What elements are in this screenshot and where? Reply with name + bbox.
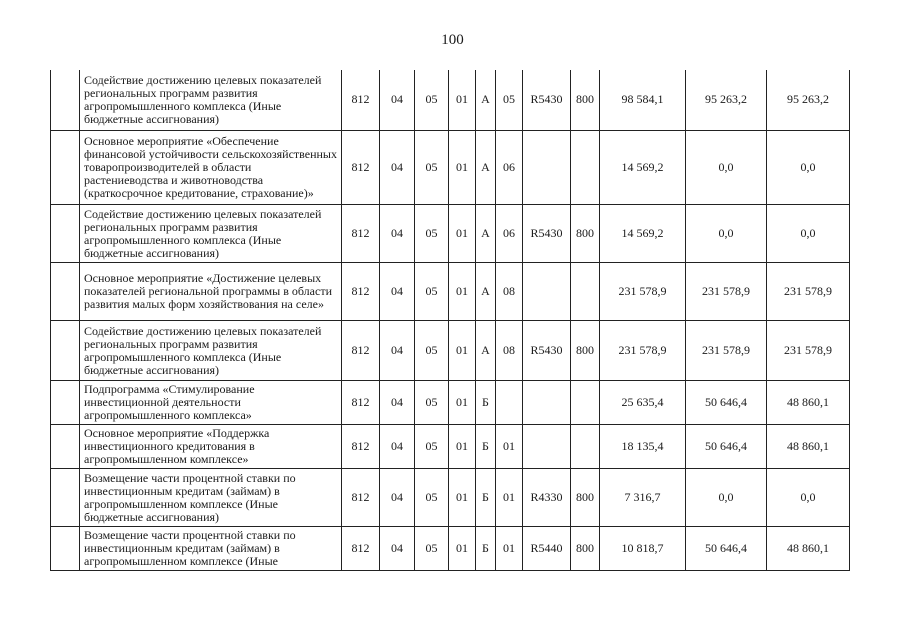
code-cell-c8: 800 — [571, 468, 600, 526]
row-index-cell — [51, 204, 80, 262]
amount-cell-v3: 0,0 — [767, 130, 850, 204]
code-cell-c6: 01 — [496, 468, 523, 526]
table-row — [51, 526, 850, 570]
code-cell-c7 — [523, 424, 571, 468]
code-cell-c5: А — [476, 70, 496, 130]
code-cell-c8 — [571, 424, 600, 468]
code-cell-c1: 812 — [342, 204, 380, 262]
row-name-cell: Содействие достижению целевых показателей региональных программ развития агропромышленного комплекса (Иные бюджетные ассигнования) — [80, 204, 342, 262]
amount-cell-v2: 50 646,4 — [686, 380, 767, 424]
amount-cell-v2: 50 646,4 — [686, 526, 767, 570]
budget-table — [50, 70, 850, 571]
code-cell-c2: 04 — [380, 320, 415, 380]
code-cell-c4: 01 — [449, 424, 476, 468]
code-cell-c6: 08 — [496, 320, 523, 380]
amount-cell-v1: 231 578,9 — [600, 320, 686, 380]
code-cell-c6: 06 — [496, 204, 523, 262]
table-row — [51, 380, 850, 424]
code-cell-c7: R5430 — [523, 204, 571, 262]
amount-cell-v3: 0,0 — [767, 204, 850, 262]
amount-cell-v1: 7 316,7 — [600, 468, 686, 526]
table-row — [51, 320, 850, 380]
code-cell-c8: 800 — [571, 70, 600, 130]
code-cell-c5: А — [476, 320, 496, 380]
code-cell-c4: 01 — [449, 526, 476, 570]
table-row — [51, 70, 850, 130]
amount-cell-v2: 0,0 — [686, 204, 767, 262]
code-cell-c3: 05 — [415, 468, 449, 526]
amount-cell-v2: 231 578,9 — [686, 320, 767, 380]
code-cell-c3: 05 — [415, 526, 449, 570]
row-index-cell — [51, 424, 80, 468]
code-cell-c7: R4330 — [523, 468, 571, 526]
code-cell-c3: 05 — [415, 320, 449, 380]
code-cell-c3: 05 — [415, 380, 449, 424]
code-cell-c1: 812 — [342, 424, 380, 468]
row-name-cell: Основное мероприятие «Достижение целевых показателей региональной программы в области развития малых форм хозяйствования на селе» — [80, 262, 342, 320]
code-cell-c6: 01 — [496, 424, 523, 468]
code-cell-c2: 04 — [380, 424, 415, 468]
code-cell-c6: 06 — [496, 130, 523, 204]
code-cell-c2: 04 — [380, 204, 415, 262]
row-index-cell — [51, 320, 80, 380]
code-cell-c5: А — [476, 262, 496, 320]
row-name-cell: Возмещение части процентной ставки по инвестиционным кредитам (займам) в агропромышленном комплексе (Иные бюджетные ассигнования) — [80, 468, 342, 526]
amount-cell-v1: 14 569,2 — [600, 204, 686, 262]
code-cell-c7 — [523, 380, 571, 424]
code-cell-c4: 01 — [449, 320, 476, 380]
amount-cell-v3: 48 860,1 — [767, 380, 850, 424]
code-cell-c5: Б — [476, 468, 496, 526]
amount-cell-v2: 0,0 — [686, 130, 767, 204]
table-row — [51, 424, 850, 468]
row-index-cell — [51, 468, 80, 526]
code-cell-c8 — [571, 380, 600, 424]
code-cell-c3: 05 — [415, 204, 449, 262]
table-row — [51, 130, 850, 204]
code-cell-c8 — [571, 130, 600, 204]
row-name-cell: Основное мероприятие «Обеспечение финансовой устойчивости сельскохозяйственных товаропроизводителей в области растениеводства и животноводства (краткосрочное кредитование, страхование)» — [80, 130, 342, 204]
amount-cell-v1: 98 584,1 — [600, 70, 686, 130]
code-cell-c7 — [523, 262, 571, 320]
amount-cell-v3: 95 263,2 — [767, 70, 850, 130]
code-cell-c6: 01 — [496, 526, 523, 570]
code-cell-c6: 05 — [496, 70, 523, 130]
code-cell-c5: Б — [476, 380, 496, 424]
amount-cell-v2: 231 578,9 — [686, 262, 767, 320]
amount-cell-v2: 0,0 — [686, 468, 767, 526]
amount-cell-v3: 0,0 — [767, 468, 850, 526]
amount-cell-v3: 48 860,1 — [767, 526, 850, 570]
code-cell-c8: 800 — [571, 526, 600, 570]
code-cell-c6: 08 — [496, 262, 523, 320]
code-cell-c4: 01 — [449, 130, 476, 204]
row-index-cell — [51, 380, 80, 424]
code-cell-c7 — [523, 130, 571, 204]
page-number: 100 — [441, 32, 464, 48]
row-name-cell: Содействие достижению целевых показателей региональных программ развития агропромышленного комплекса (Иные бюджетные ассигнования) — [80, 320, 342, 380]
code-cell-c1: 812 — [342, 70, 380, 130]
code-cell-c6 — [496, 380, 523, 424]
table-row — [51, 204, 850, 262]
code-cell-c1: 812 — [342, 262, 380, 320]
row-index-cell — [51, 130, 80, 204]
code-cell-c3: 05 — [415, 262, 449, 320]
amount-cell-v2: 95 263,2 — [686, 70, 767, 130]
code-cell-c4: 01 — [449, 204, 476, 262]
amount-cell-v3: 231 578,9 — [767, 262, 850, 320]
code-cell-c3: 05 — [415, 70, 449, 130]
code-cell-c7: R5430 — [523, 70, 571, 130]
code-cell-c2: 04 — [380, 468, 415, 526]
amount-cell-v1: 14 569,2 — [600, 130, 686, 204]
code-cell-c4: 01 — [449, 70, 476, 130]
code-cell-c3: 05 — [415, 424, 449, 468]
row-index-cell — [51, 526, 80, 570]
code-cell-c2: 04 — [380, 380, 415, 424]
row-name-cell: Содействие достижению целевых показателей региональных программ развития агропромышленного комплекса (Иные бюджетные ассигнования) — [80, 70, 342, 130]
code-cell-c7: R5440 — [523, 526, 571, 570]
code-cell-c2: 04 — [380, 130, 415, 204]
row-name-cell: Основное мероприятие «Поддержка инвестиционного кредитования в агропромышленном комплексе» — [80, 424, 342, 468]
table-row — [51, 468, 850, 526]
code-cell-c1: 812 — [342, 526, 380, 570]
code-cell-c7: R5430 — [523, 320, 571, 380]
code-cell-c5: А — [476, 204, 496, 262]
code-cell-c2: 04 — [380, 526, 415, 570]
amount-cell-v2: 50 646,4 — [686, 424, 767, 468]
code-cell-c4: 01 — [449, 468, 476, 526]
row-index-cell — [51, 262, 80, 320]
code-cell-c3: 05 — [415, 130, 449, 204]
code-cell-c4: 01 — [449, 262, 476, 320]
amount-cell-v1: 25 635,4 — [600, 380, 686, 424]
code-cell-c4: 01 — [449, 380, 476, 424]
row-name-cell: Возмещение части процентной ставки по инвестиционным кредитам (займам) в агропромышленном комплексе (Иные — [80, 526, 342, 570]
code-cell-c1: 812 — [342, 320, 380, 380]
row-index-cell — [51, 70, 80, 130]
code-cell-c8: 800 — [571, 320, 600, 380]
code-cell-c5: Б — [476, 526, 496, 570]
code-cell-c8: 800 — [571, 204, 600, 262]
row-name-cell: Подпрограмма «Стимулирование инвестиционной деятельности агропромышленного комплекса» — [80, 380, 342, 424]
code-cell-c5: Б — [476, 424, 496, 468]
code-cell-c1: 812 — [342, 130, 380, 204]
code-cell-c1: 812 — [342, 468, 380, 526]
code-cell-c2: 04 — [380, 262, 415, 320]
amount-cell-v3: 48 860,1 — [767, 424, 850, 468]
amount-cell-v1: 231 578,9 — [600, 262, 686, 320]
code-cell-c2: 04 — [380, 70, 415, 130]
amount-cell-v1: 10 818,7 — [600, 526, 686, 570]
table-row — [51, 262, 850, 320]
code-cell-c5: А — [476, 130, 496, 204]
amount-cell-v1: 18 135,4 — [600, 424, 686, 468]
code-cell-c1: 812 — [342, 380, 380, 424]
code-cell-c8 — [571, 262, 600, 320]
amount-cell-v3: 231 578,9 — [767, 320, 850, 380]
